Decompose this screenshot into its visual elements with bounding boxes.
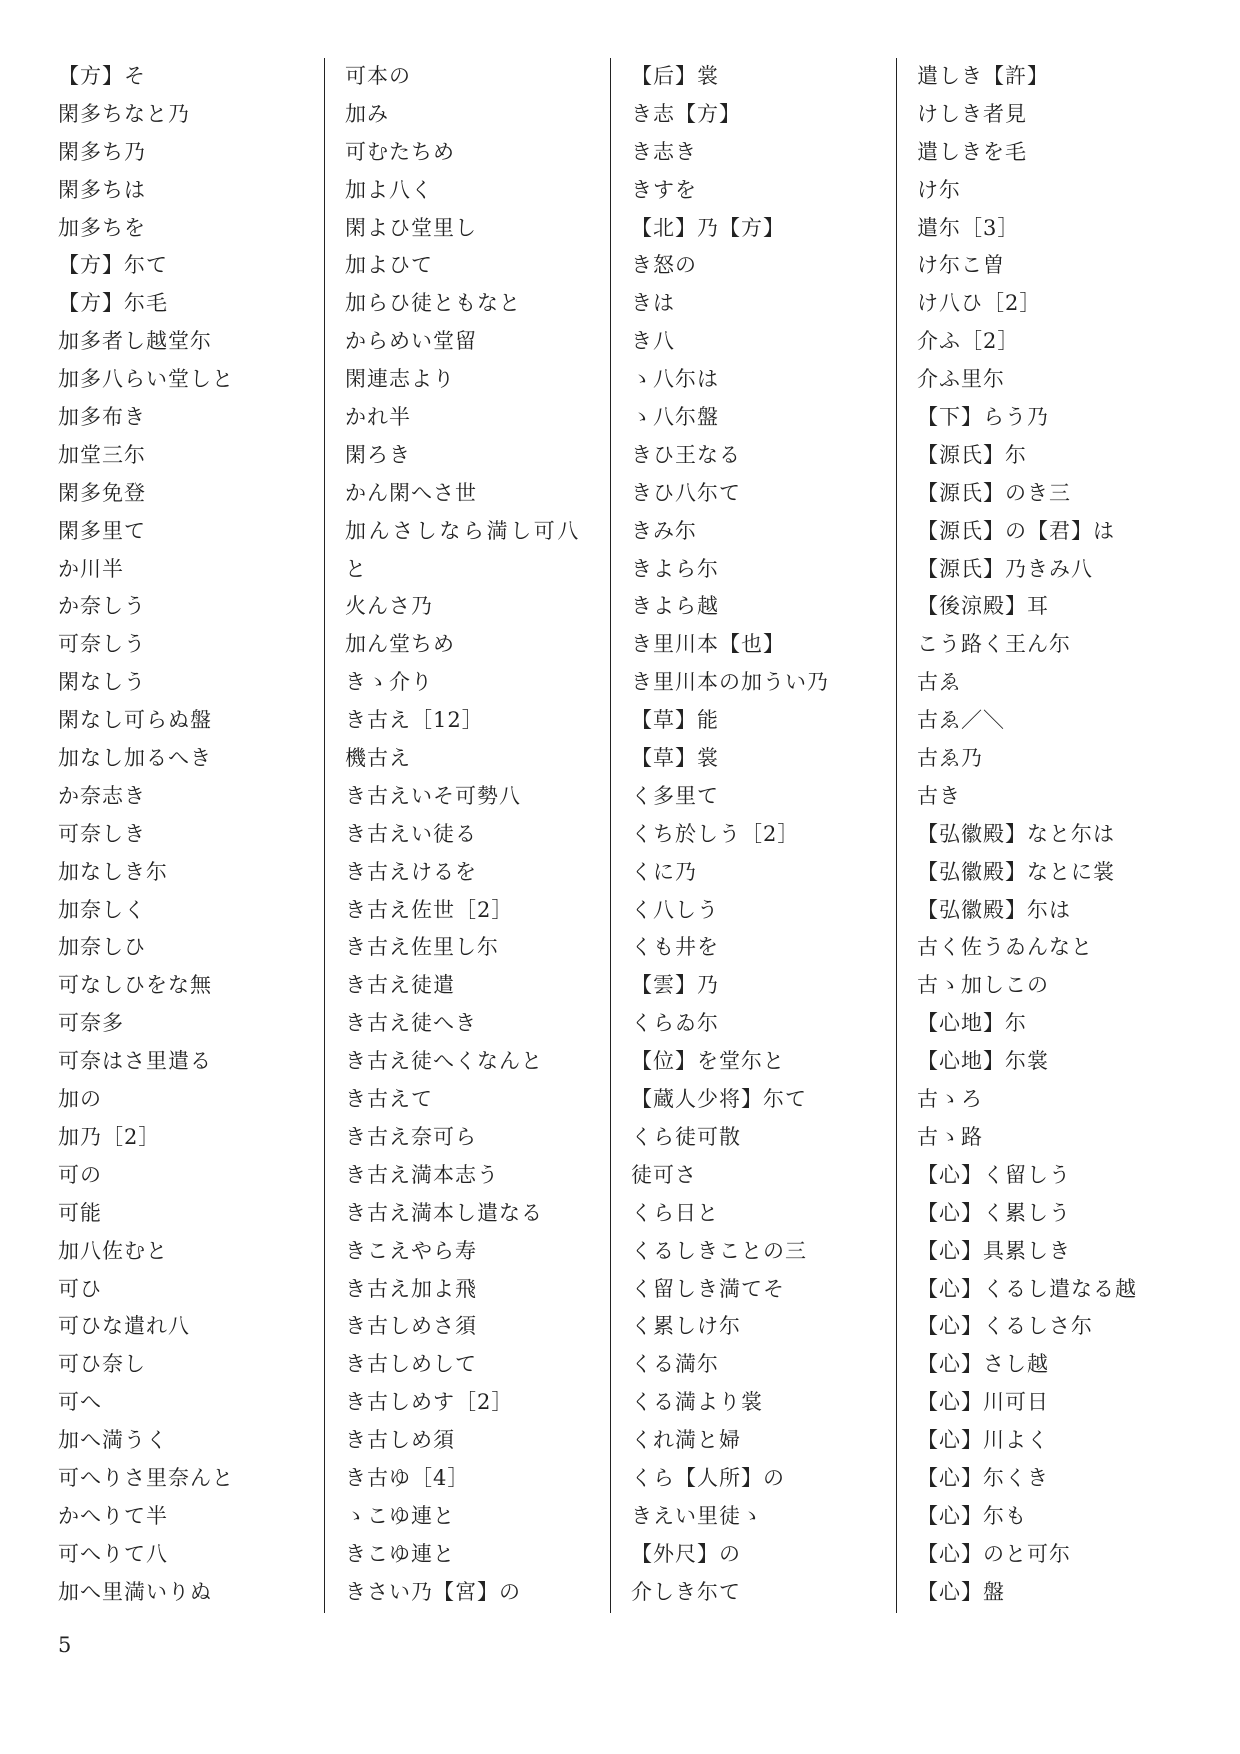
index-entry: 【外尺】の <box>631 1541 741 1566</box>
page-number: 5 <box>58 1633 72 1657</box>
index-entry: き古え徒へくなんと <box>345 1049 543 1074</box>
index-entry: 【心】尓も <box>917 1503 1027 1528</box>
index-entry: き古え加よ飛 <box>345 1276 477 1301</box>
index-entry: か奈志き <box>58 783 146 808</box>
index-column-1 <box>58 58 328 1612</box>
index-entry: き古しめさ須 <box>345 1314 477 1339</box>
index-entry: ゝ八尓盤 <box>631 405 719 430</box>
index-entry: 【弘徽殿】なと尓は <box>917 821 1115 846</box>
index-entry: き里川本【也】 <box>631 632 785 657</box>
index-entry: 加の <box>58 1087 102 1112</box>
index-entry: 閑多ちは <box>58 177 146 202</box>
index-entry: 可奈しき <box>58 821 146 846</box>
index-column-4 <box>917 58 1187 1612</box>
index-entry: 可なしひをな無 <box>58 973 212 998</box>
index-entry: 閑よひ堂里し <box>345 215 477 240</box>
index-entry: 加堂三尓 <box>58 442 146 467</box>
index-entry: 閑多ちなと乃 <box>58 101 190 126</box>
index-entry: けしき者見 <box>917 101 1027 126</box>
index-entry: 古く佐うゐんなと <box>917 935 1093 960</box>
index-entry: 古ゝ路 <box>917 1124 983 1149</box>
index-entry: き古えけるを <box>345 859 477 884</box>
index-entry: 【心】さし越 <box>917 1352 1049 1377</box>
index-entry: 加なしき尓 <box>58 859 168 884</box>
index-entry: 閑連志より <box>345 367 455 392</box>
index-entry: きえい里徒ゝ <box>631 1503 763 1528</box>
index-entry: き古え満本志う <box>345 1162 499 1187</box>
index-entry: き里川本の加うい乃 <box>631 670 829 695</box>
index-entry: 【位】を堂尓と <box>631 1049 785 1074</box>
index-entry: き古え満本し遣なる <box>345 1200 543 1225</box>
index-entry: 徒可さ <box>631 1162 697 1187</box>
index-entry: き志き <box>631 139 697 164</box>
index-entry: 【心】く累しう <box>917 1200 1071 1225</box>
index-entry: 古き <box>917 783 961 808</box>
index-entry: くるしきことの三 <box>631 1238 807 1263</box>
index-entry: 可ひ <box>58 1276 102 1301</box>
index-column-3 <box>631 58 901 1612</box>
index-entry: く累しけ尓 <box>631 1314 741 1339</box>
index-entry: 加八佐むと <box>58 1238 168 1263</box>
index-entry: 加よひて <box>345 253 433 278</box>
index-entry: きは <box>631 291 675 316</box>
column-divider <box>610 58 611 1613</box>
index-entry: 可ひ奈し <box>58 1352 146 1377</box>
index-entry: 【后】裳 <box>631 64 719 88</box>
index-entry: きひ王なる <box>631 442 741 467</box>
index-entry: 閑ろき <box>345 442 411 467</box>
index-entry: ゝ八尓は <box>631 367 719 392</box>
index-entry: くる満より裳 <box>631 1390 763 1415</box>
index-entry: 【源氏】のき三 <box>917 480 1071 505</box>
index-entry: 可へりて八 <box>58 1541 168 1566</box>
index-entry: き古しめして <box>345 1352 477 1377</box>
index-entry: 【心地】尓 <box>917 1011 1027 1036</box>
index-entry: 閑なしう <box>58 670 146 695</box>
index-entry: きこゆ連と <box>345 1541 455 1566</box>
index-entry: 【草】裳 <box>631 746 719 771</box>
index-entry: 可本の <box>345 64 411 88</box>
index-entry: き志【方】 <box>631 101 741 126</box>
index-entry: 【心】のと可尓 <box>917 1541 1071 1566</box>
index-entry: け尓こ曽 <box>917 253 1005 278</box>
index-entry: 可の <box>58 1162 102 1187</box>
index-entry: 可奈しう <box>58 632 146 657</box>
index-entry: 古ゑ／＼ <box>917 708 1005 733</box>
index-entry: きひ八尓て <box>631 480 741 505</box>
index-entry: 【蔵人少将】尓て <box>631 1087 807 1112</box>
index-entry: 加なし加るへき <box>58 746 212 771</box>
index-entry: くに乃 <box>631 859 697 884</box>
index-entry: 加ん堂ちめ <box>345 632 455 657</box>
index-entry: 古ゑ乃 <box>917 746 983 771</box>
index-entry: くら日と <box>631 1200 719 1225</box>
index-entry: き古え佐世［2］ <box>345 897 514 922</box>
index-entry: きみ尓 <box>631 518 697 543</box>
index-entry: からめい堂留 <box>345 329 477 354</box>
index-entry: き怒の <box>631 253 697 278</box>
index-entry: 閑多ち乃 <box>58 139 146 164</box>
index-entry: 【心】具累しき <box>917 1238 1071 1263</box>
index-entry: き古えて <box>345 1087 433 1112</box>
index-entry: 加奈しく <box>58 897 146 922</box>
index-entry: ゝこゆ連と <box>345 1503 455 1528</box>
index-entry: き古ゆ［4］ <box>345 1465 470 1490</box>
index-entry: 加み <box>345 101 389 126</box>
index-entry: 加奈しひ <box>58 935 146 960</box>
index-entry: く八しう <box>631 897 719 922</box>
column-divider <box>896 58 897 1613</box>
index-entry: 【弘徽殿】尓は <box>917 897 1071 922</box>
index-entry: かへりて半 <box>58 1503 168 1528</box>
index-entry: と <box>345 556 367 581</box>
index-entry: 古ゑ <box>917 670 961 695</box>
index-entry: 【弘徽殿】なとに裳 <box>917 859 1115 884</box>
index-entry: く多里て <box>631 783 719 808</box>
index-entry: 加多者し越堂尓 <box>58 329 212 354</box>
index-entry: 【後涼殿】耳 <box>917 594 1049 619</box>
index-entry: 【源氏】の【君】は <box>917 518 1115 543</box>
index-entry: 可ひな遣れ八 <box>58 1314 190 1339</box>
index-entry: 【心】くるしさ尓 <box>917 1314 1093 1339</box>
index-entry: 【源氏】乃きみ八 <box>917 556 1093 581</box>
index-entry: 火んさ乃 <box>345 594 433 619</box>
index-entry: かれ半 <box>345 405 411 430</box>
column-divider <box>324 58 325 1613</box>
index-entry: 加多八らい堂しと <box>58 367 234 392</box>
index-entry: 加乃［2］ <box>58 1124 161 1149</box>
index-entry: 閑多免登 <box>58 480 146 505</box>
index-entry: 閑多里て <box>58 518 146 543</box>
index-entry: こう路く王ん尓 <box>917 632 1071 657</box>
index-entry: 【草】能 <box>631 708 719 733</box>
index-entry: き古え徒へき <box>345 1011 477 1036</box>
index-entry: 【心】川可日 <box>917 1390 1049 1415</box>
index-entry: 古ゝ加しこの <box>917 973 1049 998</box>
index-entry: くら【人所】の <box>631 1465 785 1490</box>
index-entry: きよら越 <box>631 594 719 619</box>
index-entry: 古ゝろ <box>917 1087 983 1112</box>
index-entry: き古え［12］ <box>345 708 484 733</box>
index-entry: 【北】乃【方】 <box>631 215 785 240</box>
index-entry: きすを <box>631 177 697 202</box>
index-entry: く留しき満てそ <box>631 1276 785 1301</box>
index-entry: 介しき尓て <box>631 1579 741 1604</box>
index-entry: 閑なし可らぬ盤 <box>58 708 212 733</box>
index-entry: 加らひ徒ともなと <box>345 291 521 316</box>
index-entry: 【方】尓て <box>58 253 168 278</box>
index-entry: くらゐ尓 <box>631 1011 719 1036</box>
index-entry: け尓 <box>917 177 961 202</box>
index-entry: 可奈多 <box>58 1011 124 1036</box>
index-entry: 【方】そ <box>58 64 146 88</box>
index-entry: きよら尓 <box>631 556 719 581</box>
index-entry: か奈しう <box>58 594 146 619</box>
index-entry: きこえやら寿 <box>345 1238 477 1263</box>
index-entry: かん閑へさ世 <box>345 480 477 505</box>
index-entry: き古え徒遣 <box>345 973 455 998</box>
index-entry: きゝ介り <box>345 670 433 695</box>
index-entry: き古え奈可ら <box>345 1124 477 1149</box>
index-entry: 遣しきを毛 <box>917 139 1027 164</box>
index-entry: 【方】尓毛 <box>58 291 168 316</box>
index-entry: か川半 <box>58 556 124 581</box>
index-entry: 介ふ里尓 <box>917 367 1005 392</box>
index-entry: くら徒可散 <box>631 1124 741 1149</box>
index-entry: くち於しう［2］ <box>631 821 800 846</box>
index-entry: 【心】くるし遣なる越 <box>917 1276 1137 1301</box>
index-entry: くも井を <box>631 935 719 960</box>
index-entry: 可へりさ里奈んと <box>58 1465 234 1490</box>
index-entry: 【源氏】尓 <box>917 442 1027 467</box>
index-entry: 遣しき【許】 <box>917 64 1049 88</box>
index-entry: き古しめす［2］ <box>345 1390 514 1415</box>
index-entry: 加多ちを <box>58 215 146 240</box>
index-entry: き古えい徒る <box>345 821 477 846</box>
index-entry: 機古え <box>345 746 411 771</box>
index-entry: 【心】く留しう <box>917 1162 1071 1187</box>
index-entry: 介ふ［2］ <box>917 329 1020 354</box>
index-entry: 【心】尓くき <box>917 1465 1049 1490</box>
index-entry: 遣尓［3］ <box>917 215 1020 240</box>
index-entry: きさい乃【宮】の <box>345 1579 521 1604</box>
index-entry: き八 <box>631 329 675 354</box>
index-entry: くれ満と婦 <box>631 1428 741 1453</box>
index-entry: 【下】らう乃 <box>917 405 1049 430</box>
index-entry: 【雲】乃 <box>631 973 719 998</box>
index-entry: 加んさしなら満し可八 <box>345 518 581 543</box>
index-column-2 <box>345 58 615 1612</box>
index-entry: け八ひ［2］ <box>917 291 1042 316</box>
index-entry: き古しめ須 <box>345 1428 455 1453</box>
index-entry: 可へ <box>58 1390 102 1415</box>
index-entry: 加へ里満いりぬ <box>58 1579 212 1604</box>
index-entry: 加多布き <box>58 405 146 430</box>
index-entry: 【心】川よく <box>917 1428 1049 1453</box>
index-entry: くる満尓 <box>631 1352 719 1377</box>
index-entry: 加へ満うく <box>58 1428 168 1453</box>
index-entry: 可奈はさ里遣る <box>58 1049 212 1074</box>
index-entry: 加よ八く <box>345 177 433 202</box>
index-entry: 可むたちめ <box>345 139 455 164</box>
index-entry: 【心地】尓裳 <box>917 1049 1049 1074</box>
index-entry: き古え佐里し尓 <box>345 935 499 960</box>
index-entry: 可能 <box>58 1200 102 1225</box>
index-entry: き古えいそ可勢八 <box>345 783 521 808</box>
index-entry: 【心】盤 <box>917 1579 1005 1604</box>
